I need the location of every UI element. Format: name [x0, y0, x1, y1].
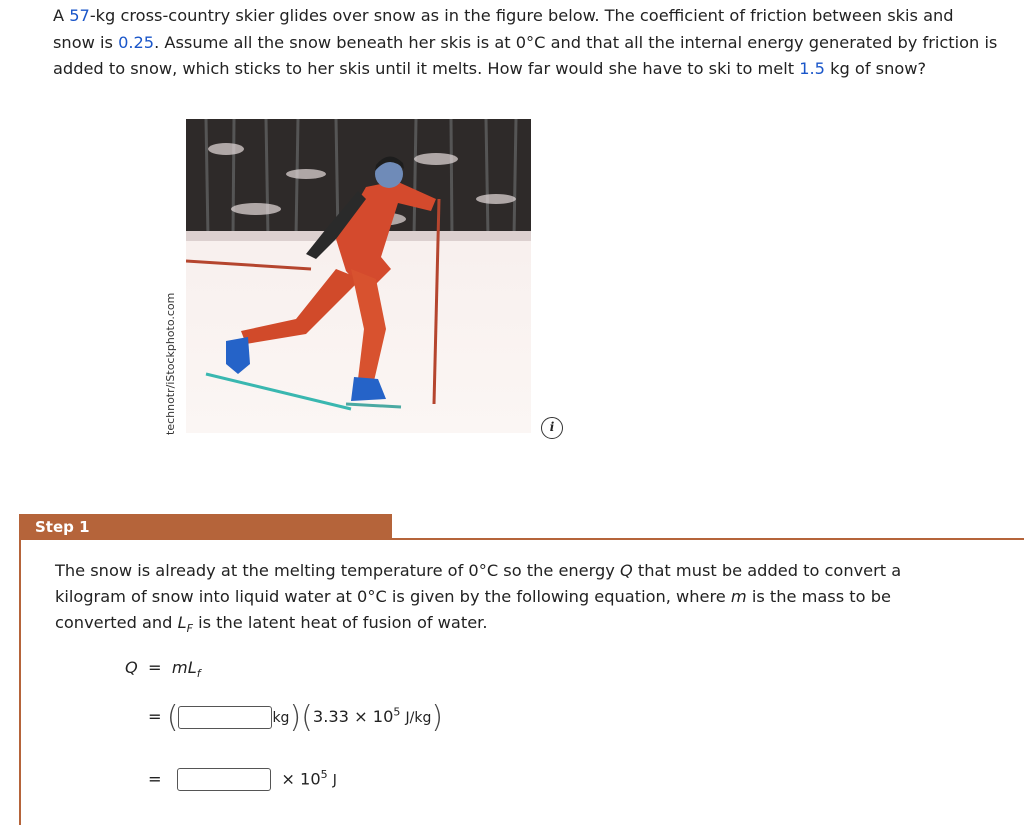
latent-heat-value: 3.33 × 10: [312, 707, 394, 726]
latent-heat-exponent: 5: [393, 705, 401, 719]
step-text: is the latent heat of fusion of water.: [192, 613, 488, 632]
latent-heat-unit: J/kg: [405, 710, 432, 726]
energy-multiplier: × 10: [281, 769, 321, 789]
equation-line-2: [148, 700, 443, 735]
mass-unit: kg: [272, 710, 290, 726]
step-text: is the mass to be converted and: [55, 587, 891, 632]
step-text: The snow is already at the melting temperature of 0°C so the energy: [55, 561, 621, 580]
skier-mass-value: 57: [69, 6, 90, 25]
eq-sign: =: [148, 658, 162, 677]
energy-exponent: 5: [320, 768, 328, 781]
snow-mass-value: 1.5: [799, 59, 825, 78]
open-paren: (: [166, 700, 179, 735]
step-explanation: [55, 558, 975, 642]
eq-sign: =: [148, 769, 162, 789]
close-paren: ): [289, 700, 302, 735]
variable-l-subscript: F: [186, 622, 193, 636]
open-paren: (: [301, 700, 313, 735]
variable-l: L: [177, 613, 187, 632]
eq-sign: =: [148, 707, 162, 726]
close-paren: ): [431, 700, 444, 735]
question-part: A: [53, 6, 70, 25]
energy-input[interactable]: [177, 768, 271, 791]
step-divider: [392, 538, 1024, 540]
question-part: -kg cross-country skier glides over snow as in the figure below. The coefficient of friction between skis and snow is: [53, 6, 954, 52]
friction-coefficient-value: 0.25: [118, 32, 155, 52]
mass-input[interactable]: [178, 706, 272, 729]
skier-photo: [186, 119, 531, 433]
eq-lhs: Q: [125, 658, 138, 677]
photo-credit: technotr/iStockphoto.com: [164, 292, 177, 435]
question-text: [53, 3, 998, 83]
info-icon[interactable]: i: [541, 417, 563, 439]
question-part: . Assume all the snow beneath her skis is at 0°C and that all the internal energy generated by friction is added to snow, which sticks to her skis until it melts. How far would she have to ski to melt: [53, 32, 998, 78]
eq-rhs-subscript: f: [196, 667, 201, 681]
step-left-border: [19, 540, 21, 825]
eq-rhs: mL: [171, 658, 197, 677]
equation-line-1: [125, 658, 201, 680]
step-text: that must be added to convert a kilogram of snow into liquid water at 0°C is given by the following equation, where: [55, 561, 902, 606]
energy-unit: J: [332, 772, 337, 789]
variable-m: m: [730, 587, 747, 606]
variable-q: Q: [620, 561, 633, 580]
question-part: kg of snow?: [824, 59, 927, 78]
equation-line-3: [148, 768, 337, 791]
step-header: Step 1: [19, 514, 392, 540]
